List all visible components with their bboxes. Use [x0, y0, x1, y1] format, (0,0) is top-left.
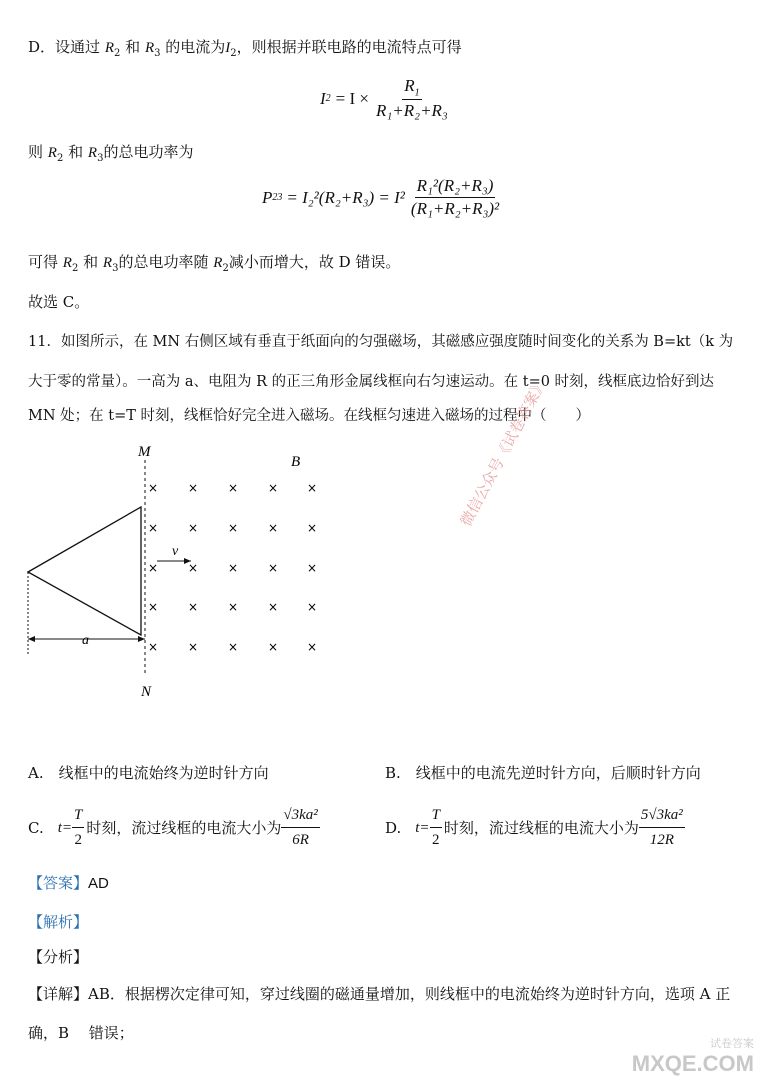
field-cross: × — [307, 561, 318, 575]
field-cross: × — [148, 521, 159, 535]
field-cross: × — [307, 600, 318, 614]
field-cross: × — [148, 561, 159, 575]
paragraph-d — [28, 36, 462, 65]
field-cross: × — [188, 521, 199, 535]
paragraph-conclusion — [28, 251, 400, 280]
label-m: M — [138, 444, 151, 460]
frac-den: R₁+R₂+R₃ — [376, 101, 448, 121]
var-r2: R — [47, 145, 57, 161]
answer-value: AD — [88, 875, 109, 892]
dim-a-left-arrow — [28, 636, 35, 642]
frac-num: R₁²(R₂+R₃) — [415, 176, 496, 198]
field-cross: × — [188, 640, 199, 654]
label-v: v — [172, 544, 179, 559]
text: 减小而增大，故 D 错误。 — [228, 253, 401, 271]
magnetic-field-diagram — [0, 440, 360, 710]
frac-den: (R₁+R₂+R₃)² — [410, 199, 500, 218]
field-crosses — [148, 481, 317, 654]
field-cross: × — [268, 481, 279, 495]
option-b: B. 线框中的电流先逆时针方向，后顺时针方向 — [385, 764, 701, 782]
sub: 2 — [113, 48, 121, 59]
corner-main: MXQE.COM — [631, 1051, 754, 1076]
sub: 2 — [325, 93, 331, 105]
option-a: A. 线框中的电流始终为逆时针方向 — [28, 764, 269, 782]
sub: 23 — [272, 192, 283, 203]
label-n: N — [141, 684, 152, 700]
field-cross: × — [268, 640, 279, 654]
field-cross: × — [268, 561, 279, 575]
watermark-text: 微信公众号《试卷答案》 — [456, 375, 551, 530]
var-r2: R — [213, 255, 223, 271]
field-cross: × — [268, 521, 279, 535]
answer-label: 【答案】 — [28, 874, 89, 892]
option-c — [28, 804, 320, 851]
field-cross: × — [228, 600, 239, 614]
text: 可得 — [28, 253, 59, 271]
option-c-label: C. — [28, 818, 44, 837]
frac-den: 2 — [431, 832, 440, 848]
text: 和 — [68, 143, 84, 161]
text: 则 — [28, 143, 44, 161]
var-r3: R — [87, 145, 98, 161]
sub: 2 — [71, 263, 79, 274]
eq-fraction — [374, 76, 450, 121]
frac-t-half — [72, 804, 84, 851]
label-a: a — [82, 633, 89, 648]
frac-num: 5√3ka² — [639, 804, 685, 828]
eq-mid: = I × — [335, 88, 370, 108]
text: D．设通过 — [28, 38, 101, 56]
eq-mid: = I₂²(R₂+R₃) = I² — [286, 187, 405, 207]
frac-current-d — [639, 804, 685, 851]
var-r2: R — [104, 40, 114, 56]
field-cross: × — [148, 481, 159, 495]
field-cross: × — [228, 521, 239, 535]
sub: 3 — [154, 48, 161, 59]
q11-line-1: 11．如图所示，在 MN 右侧区域有垂直于纸面向的匀强磁场，其磁感应强度随时间变化的关系为 B=kt（k 为 — [28, 334, 734, 350]
var-t: t= — [415, 819, 430, 836]
q11-line-2: 大于零的常量）。一高为 a、电阻为 R 的正三角形金属线框向右匀速运动。在 t=0 时刻，线框底边恰好到达 — [28, 374, 715, 390]
frac-t-half — [430, 804, 442, 851]
choose-c: 故选 C。 — [28, 293, 90, 311]
var-r2: R — [62, 255, 72, 271]
option-d-label: D. — [385, 818, 402, 837]
eq-lhs: P — [262, 187, 273, 207]
frac-num: T — [72, 804, 84, 828]
field-cross: × — [188, 600, 199, 614]
triangle-frame — [28, 507, 141, 635]
analysis-label: 【解析】 — [28, 913, 89, 931]
sub: 2 — [222, 263, 229, 274]
var-t: t= — [57, 819, 73, 836]
field-cross: × — [148, 600, 159, 614]
field-cross: × — [228, 561, 239, 575]
field-cross: × — [228, 640, 239, 654]
field-cross: × — [307, 481, 318, 495]
frac-den: 2 — [74, 832, 82, 848]
text: 时刻，流过线框的电流大小为 — [86, 818, 282, 837]
frac-num: T — [430, 804, 442, 828]
sub: 2 — [56, 153, 64, 164]
frac-current-c — [281, 804, 319, 851]
field-cross: × — [307, 640, 318, 654]
detail-text: AB．根据楞次定律可知，穿过线圈的磁通量增加，则线框中的电流始终为逆时针方向，选项 A 正 — [88, 985, 731, 1003]
text: 时刻，流过线框的电流大小为 — [443, 818, 639, 837]
eq-lhs: I — [320, 88, 326, 108]
field-cross: × — [268, 600, 279, 614]
text: 和 — [83, 253, 99, 271]
var-r3: R — [102, 255, 113, 271]
option-d — [385, 804, 685, 851]
frac-den: 6R — [292, 832, 309, 848]
field-cross: × — [188, 561, 199, 575]
sub: 3 — [97, 153, 104, 164]
q11-line-3: MN 处；在 t=T 时刻，线框恰好完全进入磁场。在线框匀速进入磁场的过程中（ ） — [28, 408, 591, 424]
sub: 3 — [112, 263, 119, 274]
field-cross: × — [188, 481, 199, 495]
text: 的电流为 — [165, 38, 226, 56]
frac-num: R — [404, 76, 415, 95]
fenxi-label: 【分析】 — [28, 948, 89, 966]
field-cross: × — [228, 481, 239, 495]
field-cross: × — [307, 521, 318, 535]
frac-den: 12R — [649, 832, 674, 848]
text: 的总电功率为 — [103, 143, 194, 161]
dim-a-right-arrow — [138, 636, 145, 642]
answer-line — [28, 872, 109, 895]
text: 和 — [125, 38, 141, 56]
corner-watermark — [632, 1035, 754, 1077]
var-r3: R — [144, 40, 155, 56]
detail-label: 【详解】 — [28, 985, 89, 1003]
eq-fraction — [409, 176, 501, 219]
equation-p23 — [262, 176, 501, 219]
sub: 1 — [414, 87, 420, 99]
detail-line-2: 确，B 错误； — [28, 1024, 134, 1042]
text: 的总电功率随 — [118, 253, 209, 271]
equation-i2 — [320, 76, 450, 121]
var-i2: I — [225, 40, 231, 56]
field-cross: × — [148, 640, 159, 654]
frac-num: √3ka² — [281, 804, 319, 828]
paragraph-power — [28, 141, 193, 170]
text: ，则根据并联电路的电流特点可得 — [236, 38, 462, 56]
corner-sub: 试卷答案 — [710, 1038, 754, 1050]
label-b: B — [291, 454, 301, 470]
detail-line-1 — [28, 983, 730, 1005]
sub: 2 — [230, 48, 237, 59]
